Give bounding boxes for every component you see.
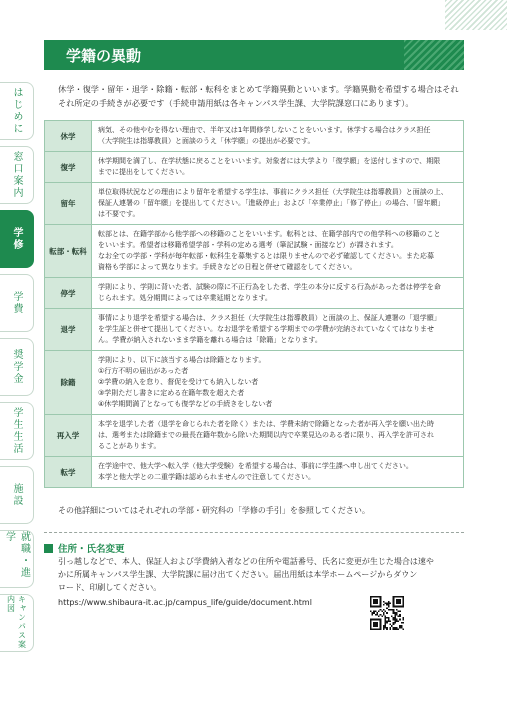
table-row: [45, 121, 463, 152]
description-line: をいいます。希望者は移籍希望学部・学科の定める選考（筆記試験・面接など）が課されます。: [98, 241, 398, 249]
row-description: [92, 309, 463, 350]
address-line: 引っ越しなどで、本人、保証人および学費納入者などの住所や電話番号、氏名に変更が生じた場合は速や: [58, 557, 434, 566]
row-label: 退学: [45, 309, 92, 350]
table-row: [45, 152, 463, 183]
side-tab-label: キャンパス案内図: [6, 595, 27, 649]
row-label: 留年: [45, 183, 92, 224]
row-description: [92, 457, 463, 487]
side-tab-label: はじめに: [11, 87, 22, 135]
side-tab-office-guide[interactable]: [0, 146, 34, 204]
row-description: [92, 415, 463, 456]
row-label: 再入学: [45, 415, 92, 456]
address-line: ロード、印刷してください。: [58, 583, 162, 592]
description-line: ①行方不明の届出があった者: [98, 367, 189, 375]
row-label: 復学: [45, 152, 92, 182]
side-tab-student-life[interactable]: [0, 402, 34, 460]
qr-code-icon[interactable]: [370, 596, 404, 630]
row-label: 除籍: [45, 351, 92, 414]
description-line: 在学途中で、他大学へ転入学（他大学受験）を希望する場合は、事前に学生課へ申し出てください。: [98, 462, 413, 470]
side-tab-label: 学費: [11, 291, 22, 315]
table-row: [45, 457, 463, 487]
description-line: じられます。処分期間によっては卒業延期となります。: [98, 294, 272, 302]
description-line: 保証人連署の「留年願」を提出してください。「進級停止」および「卒業停止」「修了停止」の場合、「留年願」: [98, 199, 445, 207]
side-tab-label: 奨学金: [11, 349, 22, 385]
title-accent-stripes: [404, 40, 464, 70]
description-line: 転部とは、在籍学部から他学部への移籍のことをいいます。転科とは、在籍学部内での他学科への移籍のこと: [98, 230, 441, 238]
description-line: ②学費の納入を怠り、督促を受けても納入しない者: [98, 378, 259, 386]
row-description: [92, 152, 463, 182]
intro-line: それ所定の手続きが必要です（手続申請用紙は各キャンパス学生課、大学院課窓口にあります）。: [58, 98, 414, 108]
table-row: [45, 415, 463, 457]
intro-paragraph: [58, 82, 468, 110]
description-line: ることがあります。: [98, 442, 161, 450]
side-tab-label: 窓口案内: [11, 151, 22, 199]
description-line: ④休学期間満了となっても復学などの手続きをしない者: [98, 400, 273, 408]
side-tab-campus-map[interactable]: [0, 594, 34, 652]
side-tab-label: 就職・進学: [3, 531, 30, 579]
side-tab-label: 学生生活: [11, 407, 22, 455]
intro-line: 休学・復学・留年・退学・除籍・転部・転科をまとめて学籍異動といいます。学籍異動を希望する場合はそれ: [58, 84, 459, 94]
side-tab-career[interactable]: [0, 530, 34, 588]
side-tab-facilities[interactable]: [0, 466, 34, 524]
table-row: [45, 278, 463, 309]
row-description: [92, 183, 463, 224]
row-label: 休学: [45, 121, 92, 151]
row-label: 転部・転科: [45, 225, 92, 277]
side-tab-label: 学修: [11, 227, 22, 251]
page-title: 学籍の異動: [66, 47, 142, 65]
section-divider: [44, 532, 464, 533]
row-description: [92, 351, 463, 414]
description-line: は不要です。: [98, 210, 140, 218]
address-change-paragraph: [58, 555, 468, 594]
description-line: 資格も学部によって異なります。手続きなどの日程と併せて確認をしてください。: [98, 263, 357, 271]
table-row: [45, 225, 463, 278]
description-line: を学生証と併せて提出してください。なお退学を希望する学期までの学費が完納されていなくてはなりませ: [98, 325, 434, 333]
row-description: [92, 121, 463, 151]
address-line: かに所属キャンパス学生課、大学院課に届け出てください。届出用紙は本学ホームページからダウン: [58, 570, 418, 579]
table-row: [45, 309, 463, 351]
description-line: までに提出をしてください。: [98, 168, 189, 176]
address-change-heading-text: 住所・氏名変更: [58, 544, 125, 555]
table-row: [45, 183, 463, 225]
description-line: 学則により、以下に該当する場合は除籍となります。: [98, 356, 266, 364]
address-change-heading: [44, 541, 125, 555]
side-tab-study[interactable]: [0, 210, 34, 268]
description-line: （大学院生は指導教員）と面談のうえ「休学願」の提出が必要です。: [98, 137, 315, 145]
description-line: 単位取得状況などの理由により留年を希望する学生は、事前にクラス担任（大学院生は指導教員）と面談の上、: [98, 188, 448, 196]
decorative-stripes: [445, 0, 507, 30]
description-line: 休学期間を満了し、在学状態に戻ることをいいます。対象者には大学より「復学願」を送付しますので、期限: [98, 157, 441, 165]
side-tab-introduction[interactable]: [0, 82, 34, 140]
row-label: 停学: [45, 278, 92, 308]
square-bullet-icon: [44, 544, 53, 553]
side-tab-tuition[interactable]: [0, 274, 34, 332]
document-url-link[interactable]: https://www.shibaura-it.ac.jp/campus_life/guide/document.html: [58, 598, 312, 607]
description-line: 本学と他大学との二重学籍は認められませんので注意してください。: [98, 473, 315, 481]
description-line: 病気、その他やむを得ない理由で、半年又は1年間修学しないことをいいます。休学する場合はクラス担任: [98, 126, 431, 134]
side-tab-scholarship[interactable]: [0, 338, 34, 396]
description-line: ③学則ただし書きに定める在籍年数を超えた者: [98, 389, 245, 397]
description-line: は、選考または除籍までの最長在籍年数から除いた期間以内で卒業見込のある者に限り、再入学を許可され: [98, 431, 434, 439]
description-line: 学則により、学則に背いた者、試験の際に不正行為をした者、学生の本分に反する行為があった者は停学を命: [98, 283, 441, 291]
description-line: 本学を退学した者（退学を命じられた者を除く）または、学費未納で除籍となった者が再入学を願い出た時: [98, 420, 434, 428]
description-line: 事情により退学を希望する場合は、クラス担任（大学院生は指導教員）と面談の上、保証人連署の「退学願」: [98, 314, 441, 322]
row-label: 転学: [45, 457, 92, 487]
row-description: [92, 278, 463, 308]
description-line: なお全ての学部・学科が毎年転部・転科生を募集するとは限りませんので必ず確認してください。また応募: [98, 252, 434, 260]
title-banner: [44, 40, 464, 70]
reference-note: その他詳細についてはそれぞれの学部・研究科の「学修の手引」を参照してください。: [58, 506, 370, 515]
side-tab-label: 施設: [11, 483, 22, 507]
table-row: [45, 351, 463, 415]
enrollment-status-table: [44, 120, 464, 488]
row-description: [92, 225, 463, 277]
description-line: ん。学費が納入されないまま学籍を離れる場合は「除籍」となります。: [98, 336, 322, 344]
